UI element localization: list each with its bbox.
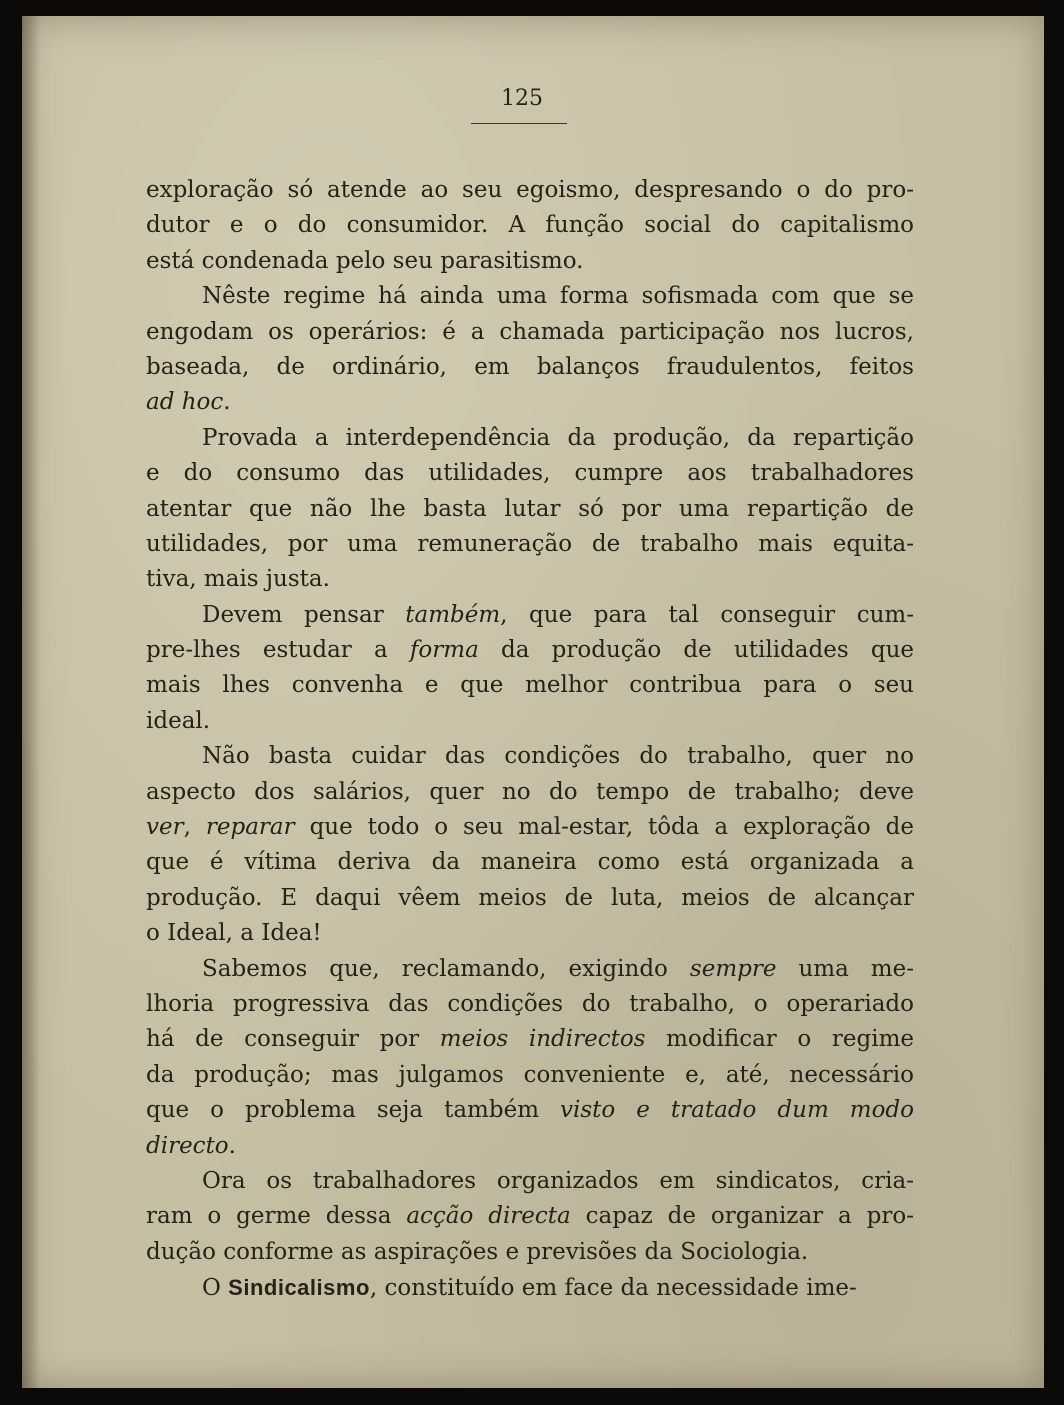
text-run: da produção de utilidades que bbox=[478, 637, 914, 664]
text-line bbox=[146, 952, 914, 987]
text-line bbox=[146, 173, 914, 208]
text-run: Devem pensar bbox=[202, 601, 406, 628]
text-line bbox=[146, 775, 914, 810]
italic-text: visto e tratado dum modo bbox=[560, 1097, 914, 1124]
text-run: ideal. bbox=[146, 707, 211, 734]
text-run: que todo o seu mal-estar, tôda a exploração de bbox=[294, 814, 915, 841]
text-run: modificar o regime bbox=[645, 1026, 914, 1053]
text-run: . bbox=[223, 389, 231, 416]
text-run: aspecto dos salários, quer no do tempo de trabalho; deve bbox=[146, 778, 914, 805]
text-run: O bbox=[202, 1275, 229, 1302]
text-run: exploração só atende ao seu egoismo, despresando o do pro- bbox=[146, 177, 914, 203]
text-run: Provada a interdependência da produção, da repartição bbox=[202, 424, 914, 451]
text-run: produção. E daqui vêem meios de luta, meios de alcançar bbox=[146, 884, 914, 911]
text-run: engodam os operários: é a chamada participação nos lucros, bbox=[146, 318, 914, 345]
italic-text: acção directa bbox=[406, 1203, 571, 1230]
text-line bbox=[146, 279, 914, 314]
text-line bbox=[146, 208, 914, 243]
text-run: Sabemos que, reclamando, exigindo bbox=[202, 955, 690, 982]
italic-text: sempre bbox=[689, 955, 777, 982]
text-run: dução conforme as aspirações e previsões da Sociologia. bbox=[146, 1238, 809, 1265]
text-line bbox=[146, 1022, 914, 1057]
text-run: lhoria progressiva das condições do trabalho, o operariado bbox=[146, 990, 914, 1017]
text-line bbox=[146, 881, 914, 916]
text-line bbox=[146, 704, 914, 739]
text-line bbox=[146, 350, 914, 385]
bold-term: Sindicalismo bbox=[228, 1275, 370, 1301]
text-run: que o problema seja também bbox=[146, 1097, 561, 1124]
italic-text: ver bbox=[146, 814, 184, 841]
italic-text: ad hoc bbox=[146, 389, 224, 416]
text-line bbox=[146, 1058, 914, 1093]
italic-text: directo bbox=[146, 1132, 229, 1159]
text-run: Nêste regime há ainda uma forma sofismada com que se bbox=[202, 283, 914, 310]
text-line bbox=[146, 492, 914, 527]
text-line bbox=[146, 598, 914, 633]
text-line bbox=[146, 668, 914, 703]
page-number-rule bbox=[471, 123, 567, 124]
text-run: baseada, de ordinário, em balanços fraudulentos, feitos bbox=[146, 353, 914, 380]
text-run: há de conseguir por bbox=[146, 1026, 440, 1053]
text-run: atentar que não lhe basta lutar só por uma repartição de bbox=[146, 495, 914, 522]
text-line bbox=[146, 1199, 914, 1234]
text-run: ram o germe dessa bbox=[146, 1203, 407, 1230]
text-run: , bbox=[183, 814, 206, 841]
text-run: uma me- bbox=[776, 955, 914, 982]
text-line bbox=[146, 527, 914, 562]
text-line bbox=[146, 1129, 914, 1164]
text-run: e do consumo das utilidades, cumpre aos trabalhadores bbox=[146, 460, 914, 487]
text-run: dutor e o do consumidor. A função social do capitalismo bbox=[146, 212, 914, 239]
text-line bbox=[146, 633, 914, 668]
text-line bbox=[146, 1164, 914, 1199]
text-run: . bbox=[228, 1132, 236, 1159]
text-run: Não basta cuidar das condições do trabalho, quer no bbox=[202, 743, 914, 770]
text-run: capaz de organizar a pro- bbox=[570, 1203, 914, 1230]
text-run: tiva, mais justa. bbox=[146, 566, 330, 593]
page-spine-shadow bbox=[22, 16, 40, 1388]
italic-text: meios indirectos bbox=[439, 1026, 646, 1053]
text-run: da produção; mas julgamos conveniente e, até, necessário bbox=[146, 1061, 914, 1088]
text-run: , que para tal conseguir cum- bbox=[500, 601, 914, 628]
text-line bbox=[146, 845, 914, 880]
text-line bbox=[146, 562, 914, 597]
text-run: Ora os trabalhadores organizados em sindicatos, cria- bbox=[202, 1167, 914, 1194]
text-line bbox=[146, 916, 914, 951]
text-run: mais lhes convenha e que melhor contribua para o seu bbox=[146, 672, 914, 699]
text-line bbox=[146, 739, 914, 774]
text-line bbox=[146, 1093, 914, 1128]
book-page bbox=[22, 16, 1044, 1388]
text-line bbox=[146, 810, 914, 845]
text-run: pre-lhes estudar a bbox=[146, 637, 410, 664]
text-run: , constituído em face da necessidade ime- bbox=[369, 1275, 857, 1302]
text-run: está condenada pelo seu parasitismo. bbox=[146, 247, 584, 274]
body-text bbox=[146, 173, 914, 1306]
text-run: utilidades, por uma remuneração de trabalho mais equita- bbox=[146, 530, 914, 557]
text-line bbox=[146, 421, 914, 456]
italic-text: forma bbox=[409, 637, 479, 664]
italic-text: reparar bbox=[205, 814, 295, 841]
text-line bbox=[146, 244, 914, 279]
text-run: que é vítima deriva da maneira como está organizada a bbox=[146, 849, 914, 876]
text-line bbox=[146, 1235, 914, 1270]
page-number: 125 bbox=[501, 86, 543, 111]
text-line bbox=[146, 987, 914, 1022]
text-line bbox=[146, 385, 914, 420]
text-run: o Ideal, a Idea! bbox=[146, 920, 322, 947]
text-line bbox=[146, 315, 914, 350]
italic-text: também bbox=[405, 601, 501, 628]
text-line bbox=[146, 1270, 914, 1305]
text-line bbox=[146, 456, 914, 491]
